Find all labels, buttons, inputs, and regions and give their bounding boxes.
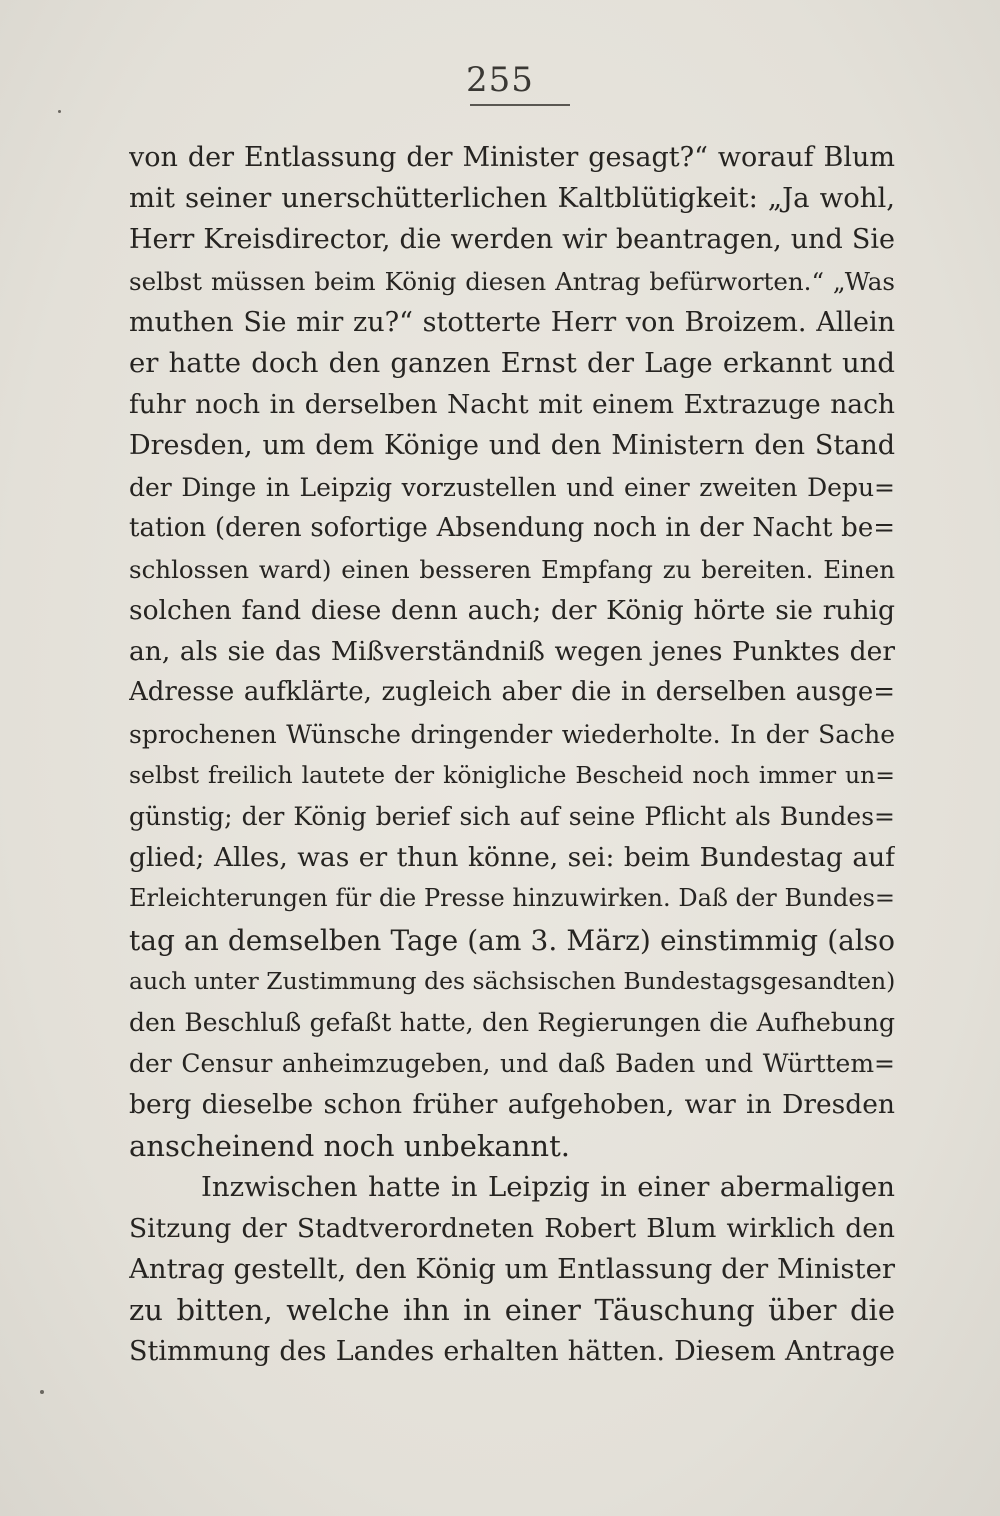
text-line: von der Entlassung der Minister gesagt?“ worauf Blum: [129, 142, 895, 173]
paper-speck: [40, 1390, 44, 1394]
page-number: 255: [466, 60, 534, 100]
text-line: der Censur anheimzugeben, und daß Baden und Württem=: [129, 1049, 895, 1079]
text-line: an, als sie das Mißverständniß wegen jenes Punktes der: [129, 636, 895, 668]
text-line-paragraph-end: anscheinend noch unbekannt.: [129, 1128, 570, 1163]
text-line: solchen fand diese denn auch; der König hörte sie ruhig: [129, 595, 895, 627]
text-line: zu bitten, welche ihn in einer Täuschung über die: [129, 1293, 895, 1328]
text-line: Herr Kreisdirector, die werden wir beantragen, und Sie: [129, 224, 895, 256]
text-line: Antrag gestellt, den König um Entlassung der Minister: [129, 1253, 895, 1286]
text-line: fuhr noch in derselben Nacht mit einem Extrazuge nach: [129, 389, 895, 421]
text-line: der Dinge in Leipzig vorzustellen und einer zweiten Depu=: [129, 472, 895, 502]
page-number-rule: [470, 104, 570, 106]
text-line: schlossen ward) einen besseren Empfang zu bereiten. Einen: [129, 554, 895, 584]
text-line: Dresden, um dem Könige und den Ministern den Stand: [129, 430, 895, 462]
text-line-paragraph-start: Inzwischen hatte in Leipzig in einer abermaligen: [201, 1170, 895, 1203]
text-line: sprochenen Wünsche dringender wiederholte. In der Sache: [129, 719, 895, 749]
text-line: Stimmung des Landes erhalten hätten. Diesem Antrage: [129, 1336, 895, 1368]
text-line: tation (deren sofortige Absendung noch in der Nacht be=: [129, 512, 895, 543]
text-line: selbst müssen beim König diesen Antrag befürworten.“ „Was: [129, 266, 895, 296]
text-line: Erleichterungen für die Presse hinzuwirken. Daß der Bundes=: [129, 884, 895, 913]
text-line: auch unter Zustimmung des sächsischen Bundestagsgesandten): [129, 966, 895, 995]
paper-speck: [58, 110, 61, 113]
text-line: berg dieselbe schon früher aufgehoben, war in Dresden: [129, 1089, 895, 1121]
text-line: selbst freilich lautete der königliche Bescheid noch immer un=: [129, 760, 895, 789]
text-line: glied; Alles, was er thun könne, sei: beim Bundestag auf: [129, 842, 895, 874]
text-line: Sitzung der Stadtverordneten Robert Blum wirklich den: [129, 1212, 895, 1244]
body-text: [129, 137, 895, 1373]
text-line: mit seiner unerschütterlichen Kaltblütigkeit: „Ja wohl,: [129, 182, 895, 215]
text-line: günstig; der König berief sich auf seine Pflicht als Bundes=: [129, 802, 895, 831]
text-line: tag an demselben Tage (am 3. März) einstimmig (also: [129, 923, 895, 957]
text-line: muthen Sie mir zu?“ stotterte Herr von Broizem. Allein: [129, 306, 895, 338]
text-line: er hatte doch den ganzen Ernst der Lage erkannt und: [129, 346, 895, 379]
text-line: Adresse aufklärte, zugleich aber die in derselben ausge=: [129, 677, 895, 708]
text-line: den Beschluß gefaßt hatte, den Regierungen die Aufhebung: [129, 1007, 895, 1037]
